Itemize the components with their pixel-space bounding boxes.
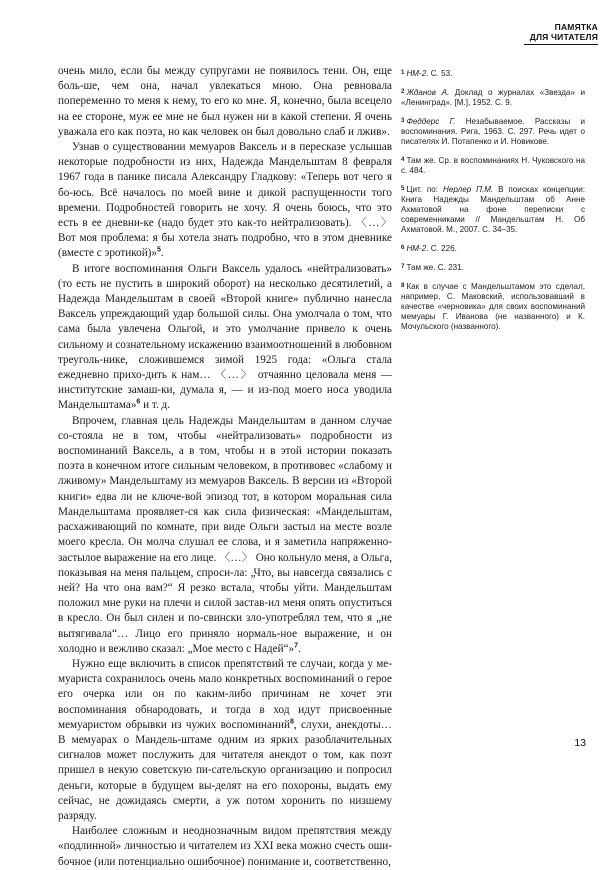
- main-text-column: [58, 64, 392, 870]
- footnote-number: 2: [401, 87, 405, 95]
- footnote-text: Там же. С. 231.: [406, 262, 464, 272]
- section-header: [508, 22, 598, 45]
- footnote-number: 6: [401, 244, 405, 252]
- footnote-number: 5: [401, 184, 405, 192]
- header-line-1: ПАМЯТКА: [554, 22, 598, 32]
- paragraph-3-text: В итоге воспоминания Ольги Ваксель удалось «нейтрализовать» (то есть не пустить в широкий оборот) на несколько десятилетий, а Надежда Мандельштам в своей «Второй книге» публично нанесла Ваксель упреждающий удар большой силы. Она умолчала о том, что сама была увлечена Ольгой, и это умолчание привело к очень сильному и сознательному искажению взаимоотношений в любовном треуголь-нике, сложившемся зимой 1925 года: «Ольга стала ежедневно прихо-дить к нам… 〈…〉 отчаянно целовала меня — институтские замаш-ки, думала я, — и из-под моего носа уводила Мандельштама»: [58, 262, 392, 412]
- footnote-number: 3: [401, 116, 405, 124]
- paragraph-1: очень мило, если бы между супругами не появилось тени. Он, еще боль-ше, чем она, начал увлекаться мною. Она ревновала попеременно то меня к нему, то его ко мне. Я, конечно, была всецело на ее стороне, муж ее мне не был нужен ни в какой степени. Я очень уважала его как поэта, но как человек он был довольно слаб и лжив».: [58, 65, 392, 138]
- paragraph-5-end: , слухи, анекдоты… В мемуарах о Мандель-штаме одним из ярких разоблачительных сигналов может послужить для читателя анекдот о том, как поэт пришел в некую советскую пи-сательскую организацию и попросил деньги, которые в будущем вы-делят на его похороны, выдать ему сейчас, не дожидаясь смерти, а уж потом хоронить по низшему разряду.: [58, 718, 392, 822]
- footnote-ref-8[interactable]: 8: [289, 718, 294, 725]
- footnote-1: [401, 68, 585, 79]
- paragraph-3-end: и т. д.: [140, 399, 171, 412]
- header-rule: [524, 44, 598, 45]
- footnote-italic: Жданов А.: [406, 87, 450, 97]
- footnote-4: [401, 155, 585, 176]
- footnote-ref-6[interactable]: 6: [136, 398, 141, 406]
- paragraph-5: [58, 657, 392, 824]
- footnote-italic: Феддерс Г.: [406, 116, 456, 126]
- footnote-8: [401, 281, 585, 333]
- paragraph-2-end: .: [160, 247, 164, 260]
- footnote-italic: Нерлер П.М.: [442, 184, 494, 194]
- footnote-5: [401, 184, 585, 236]
- footnote-text: Доклад о журналах «Звезда» и «Ленинград». [М.], 1952. С. 9.: [401, 87, 585, 107]
- page-number: 13: [574, 737, 586, 749]
- paragraph-4-text: Впрочем, главная цель Надежды Мандельштам в данном случае со-стояла не в том, чтобы «нейтрализовать» подробности из воспоминаний Ваксель, а в том, чтобы и в этой истории показать поэта в конечном итоге сильным человеком, в противовес «слабому и лживому» Мандельштаму из мемуаров Ваксель. В версии из «Второй книги» едва ли не ключе-вой эпизод тот, в котором моральная сила Мандельштама проявляет-ся как сила физическая: «Мандельштам, расхаживающий по комнате, при виде Ольги застыл на месте возле моего кресла. Он молча слушал ее слова, и я заметила напряженно-застылое выражение на его лице. 〈…〉 Оно кольнуло меня, а Ольга, показывая на меня пальцем, спроси-ла: „Что, вы навсегда связались с ней? На что она вам?“ Я резко встала, чтобы уйти. Мандельштам положил мне руки на плечи и силой застав-ил меня опять опуститься в кресло. Он был силен и по-свински зло-употреблял тем, что я „не вытягивала“… Лицо его приняло нормаль-ное выражение, и он холодно и вежливо сказал: „Мое место с Надей“»: [58, 414, 392, 655]
- paragraph-5-text: Нужно еще включить в список препятствий те случаи, когда у ме-муариста сохранилось очень мало конкретных воспоминаний о герое его очерка или он по каким-либо причинам не хочет эти воспоминания обнародовать, и тогда в ход идут присвоенные мемуаристом обрывки из чужих воспоминаний: [58, 657, 392, 731]
- footnote-text: Как в случае с Мандельштамом это сделал, например, С. Маковский, использовавший в качестве «черновика» для своих воспоминаний мемуары Г. Иванова (не названного) и К. Мочульского (названного).: [401, 281, 585, 332]
- footnotes-column: [401, 68, 585, 340]
- footnote-number: 1: [401, 69, 405, 76]
- footnote-2: [401, 87, 585, 108]
- paragraph-2-text: Узнав о существовании мемуаров Ваксель и в пересказе услышав некоторые подробности из них, Надежда Мандельштам 8 февраля 1967 года в панике писала Александру Гладкову: «Теперь вот чего я бо-юсь. Всё началось по моей вине и дикой распущенности того времени. Подробностей говорить не хочу. Я очень боюсь, что это есть в ее дневни-ке (надо будет это как-то нейтрализовать). 〈…〉 Вот моя проблема: я бы хотела знать подробно, что в этом дневнике (вместе с эротикой)»: [58, 141, 392, 260]
- footnote-7: [401, 262, 585, 273]
- footnote-text: . С. 53.: [426, 69, 453, 78]
- footnote-3: [401, 116, 585, 148]
- footnote-text: Незабываемое. Рассказы и воспоминания. Рига, 1963. С. 297. Речь идет о писателях И. Потапенко и И. Новикове.: [401, 116, 586, 147]
- footnote-6: [401, 243, 585, 254]
- footnote-italic: НМ-2: [406, 244, 427, 254]
- footnote-prefix: Цит. по:: [406, 184, 443, 194]
- header-line-2: ДЛЯ ЧИТАТЕЛЯ: [529, 32, 598, 42]
- paragraph-4: [58, 414, 392, 657]
- footnote-text: . С. 226.: [426, 244, 457, 254]
- footnote-ref-7[interactable]: 7: [294, 641, 299, 649]
- paragraph-6: Наиболее сложным и неоднозначным видом препятствия между «подлинной» личностью и читателем из XXI века можно счесть оши-бочное (или потенциально ошибочное) понимание и, соответственно,: [58, 825, 392, 868]
- footnote-number: 8: [401, 281, 405, 289]
- footnote-number: 4: [401, 155, 405, 163]
- paragraph-4-end: .: [298, 642, 301, 655]
- paragraph-3: [58, 262, 392, 414]
- paragraph-2: [58, 140, 392, 262]
- footnote-number: 7: [401, 262, 405, 270]
- footnote-text: В поисках концепции: Книга Надежды Мандельштам об Анне Ахматовой на фоне переписки с современниками // Мандельштам Н. Об Ахматовой. М., 2007. С. 34–35.: [401, 184, 586, 235]
- footnote-italic: НМ-2: [406, 69, 427, 78]
- footnote-text: Там же. Ср. в воспоминаниях Н. Чуковского на с. 484.: [401, 155, 585, 175]
- footnote-ref-5[interactable]: 5: [157, 246, 161, 254]
